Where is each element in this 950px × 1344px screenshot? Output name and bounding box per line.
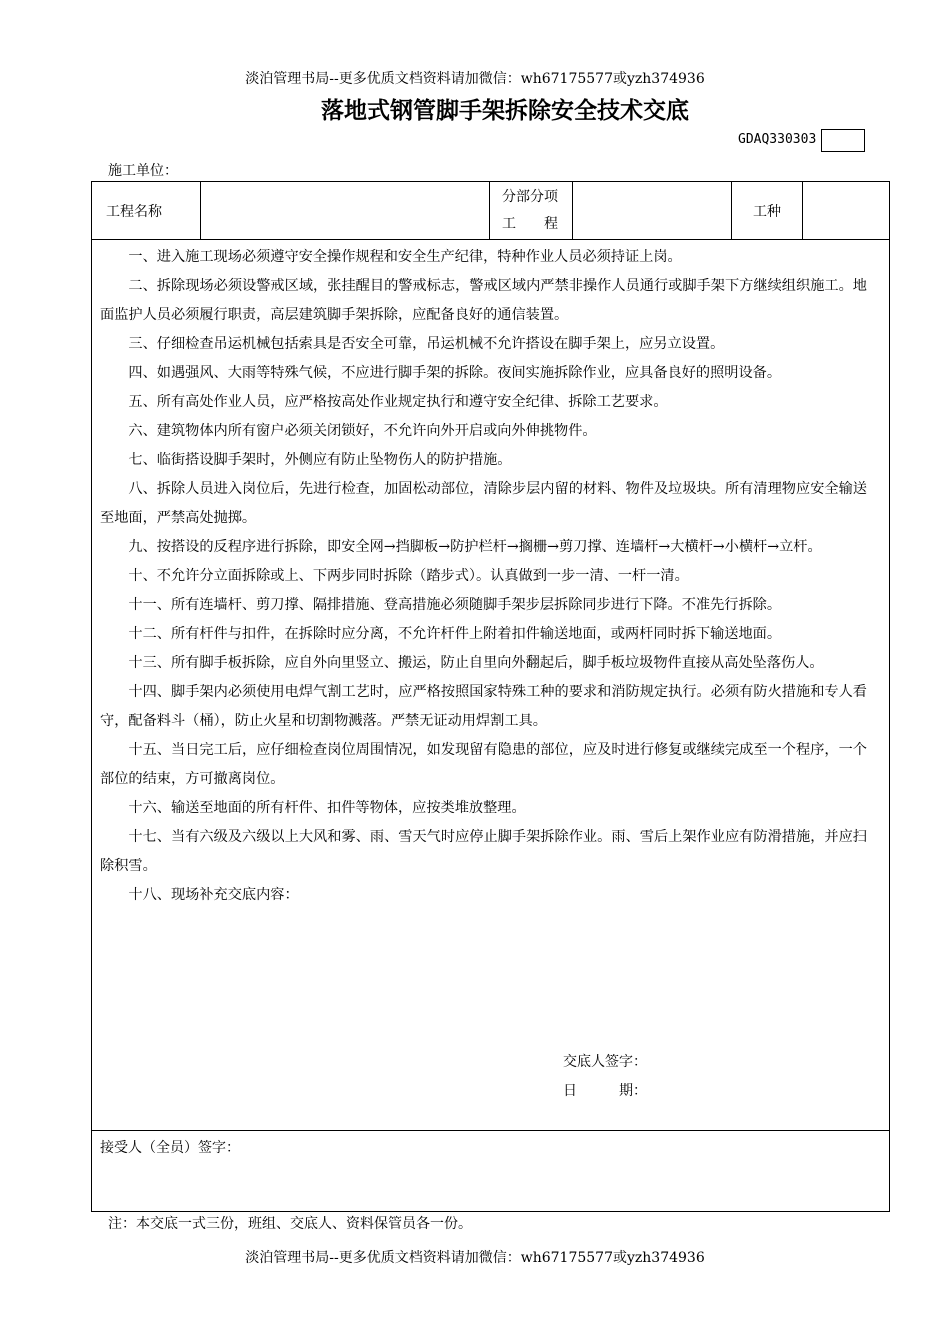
signature-block bbox=[563, 1048, 647, 1106]
clause-paragraph: 四、如遇强风、大雨等特殊气候，不应进行脚手架的拆除。夜间实施拆除作业，应具备良好的照明设备。 bbox=[128, 365, 782, 381]
clause-paragraph: 二、拆除现场必须设警戒区域，张挂醒目的警戒标志，警戒区域内严禁非操作人员通行或脚手架下方继续组织施工。地面监护人员必须履行职责，高层建筑脚手架拆除，应配备良好的通信装置。 bbox=[100, 278, 867, 323]
sub-project-label bbox=[490, 182, 573, 240]
form-code: GDAQ330303 bbox=[738, 132, 817, 147]
paragraph-list bbox=[92, 240, 889, 910]
receiver-signature-label: 接受人（全员）签字： bbox=[100, 1140, 240, 1156]
clause-paragraph: 十三、所有脚手板拆除，应自外向里竖立、搬运，防止自里向外翻起后，脚手板垃圾物件直接从高处坠落伤人。 bbox=[128, 655, 824, 671]
clause-paragraph: 十二、所有杆件与扣件，在拆除时应分离，不允许杆件上附着扣件输送地面，或两杆同时拆下输送地面。 bbox=[128, 626, 782, 642]
work-type-label: 工种 bbox=[732, 182, 803, 240]
project-name-label: 工程名称 bbox=[92, 182, 201, 240]
clause-paragraph: 五、所有高处作业人员，应严格按高处作业规定执行和遵守安全纪律、拆除工艺要求。 bbox=[128, 394, 668, 410]
footnote: 注：本交底一式三份，班组、交底人、资料保管员各一份。 bbox=[108, 1216, 472, 1232]
clause-paragraph: 九、按搭设的反程序进行拆除，即安全网→挡脚板→防护栏杆→搁栅→剪刀撑、连墙杆→大横杆→小横杆→立杆。 bbox=[128, 539, 822, 555]
clause-paragraph: 十六、输送至地面的所有杆件、扣件等物体，应按类堆放整理。 bbox=[128, 800, 526, 816]
clause-paragraph: 三、仔细检查吊运机械包括索具是否安全可靠，吊运机械不允许搭设在脚手架上，应另立设置。 bbox=[128, 336, 725, 352]
receiver-signature-cell[interactable] bbox=[92, 1131, 890, 1212]
sub-project-field[interactable] bbox=[573, 182, 732, 240]
clause-paragraph: 六、建筑物体内所有窗户必须关闭锁好，不允许向外开启或向外伸挑物件。 bbox=[128, 423, 597, 439]
clause-paragraph: 十、不允许分立面拆除或上、下两步同时拆除（踏步式）。认真做到一步一清、一杆一清。 bbox=[128, 568, 689, 584]
work-type-field[interactable] bbox=[803, 182, 890, 240]
watermark-top: 淡泊管理书局--更多优质文档资料请加微信：wh67175577或yzh374936 bbox=[245, 71, 705, 87]
clause-paragraph: 七、临街搭设脚手架时，外侧应有防止坠物伤人的防护措施。 bbox=[128, 452, 512, 468]
project-name-field[interactable] bbox=[201, 182, 490, 240]
construction-unit-label: 施工单位： bbox=[108, 163, 178, 179]
clause-paragraph: 八、拆除人员进入岗位后，先进行检查，加固松动部位，清除步层内留的材料、物件及垃圾块。所有清理物应安全输送至地面，严禁高处抛掷。 bbox=[100, 481, 867, 526]
code-box[interactable] bbox=[821, 129, 865, 152]
disclosure-table bbox=[91, 181, 890, 1212]
clause-paragraph: 十五、当日完工后，应仔细检查岗位周围情况，如发现留有隐患的部位，应及时进行修复或继续完成至一个程序，一个部位的结束，方可撤离岗位。 bbox=[100, 742, 867, 787]
watermark-bottom: 淡泊管理书局--更多优质文档资料请加微信：wh67175577或yzh374936 bbox=[245, 1250, 705, 1266]
sub-project-label-2: 工 程 bbox=[502, 215, 558, 232]
sub-project-label-1: 分部分项 bbox=[502, 188, 558, 205]
clause-paragraph: 一、进入施工现场必须遵守安全操作规程和安全生产纪律，特种作业人员必须持证上岗。 bbox=[128, 249, 682, 265]
disclosure-content bbox=[92, 240, 890, 1131]
clause-paragraph: 十七、当有六级及六级以上大风和雾、雨、雪天气时应停止脚手架拆除作业。雨、雪后上架作业应有防滑措施，并应扫除积雪。 bbox=[100, 829, 867, 874]
discloser-signature-label: 交底人签字： bbox=[563, 1054, 647, 1070]
clause-paragraph: 十一、所有连墙杆、剪刀撑、隔排措施、登高措施必须随脚手架步层拆除同步进行下降。不准先行拆除。 bbox=[128, 597, 782, 613]
date-label: 日 期： bbox=[563, 1083, 647, 1099]
page-title: 落地式钢管脚手架拆除安全技术交底 bbox=[321, 98, 689, 124]
clause-paragraph: 十八、现场补充交底内容： bbox=[128, 887, 299, 903]
clause-paragraph: 十四、脚手架内必须使用电焊气割工艺时，应严格按照国家特殊工种的要求和消防规定执行。必须有防火措施和专人看守，配备料斗（桶），防止火星和切割物溅落。严禁无证动用焊割工具。 bbox=[100, 684, 867, 729]
